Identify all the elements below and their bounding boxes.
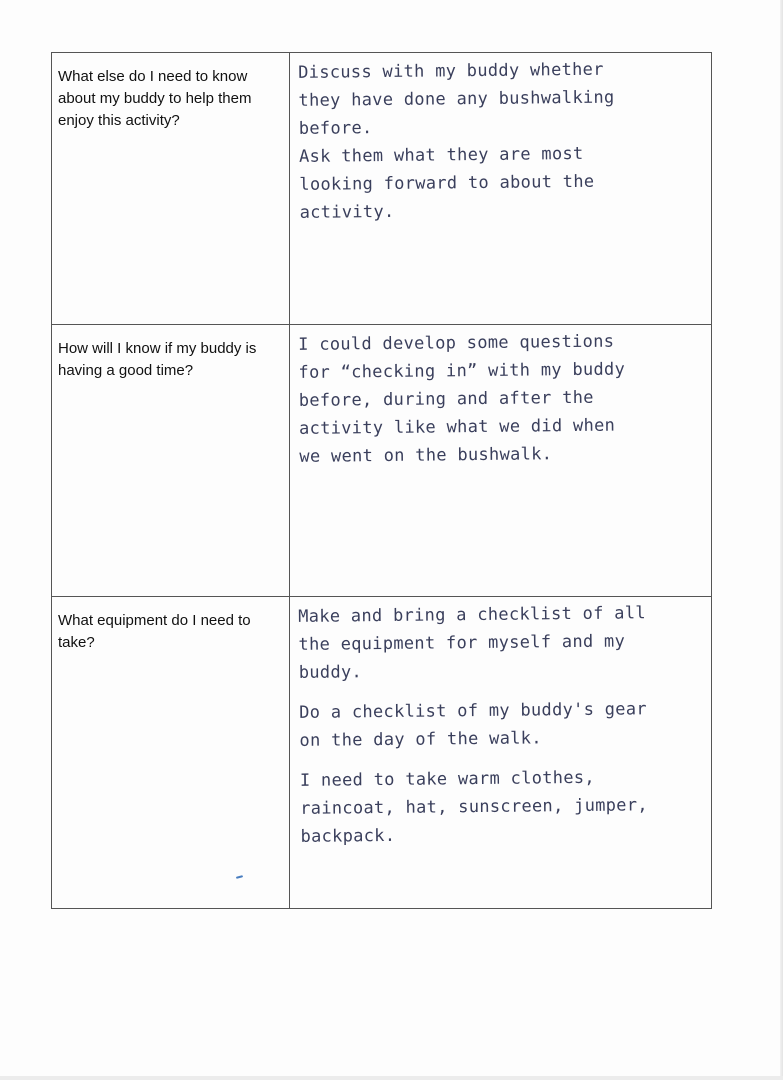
- question-cell: [52, 53, 290, 325]
- answer-line: raincoat, hat, sunscreen, jumper,: [300, 795, 648, 819]
- planning-table: [51, 52, 712, 909]
- question-cell: [52, 597, 290, 909]
- answer-cell: [290, 53, 712, 325]
- question-text: What else do I need to know about my buddy to help them enjoy this activity?: [58, 68, 252, 129]
- answer-line: Do a checklist of my buddy's gear: [299, 699, 647, 723]
- answer-line: before.: [298, 118, 373, 139]
- answer-line: I could develop some questions: [298, 331, 615, 355]
- answer-line: we went on the bushwalk.: [299, 444, 553, 467]
- answer-line: I need to take warm clothes,: [299, 767, 595, 791]
- answer-cell: [290, 325, 712, 597]
- answer-line: Make and bring a checklist of all: [298, 603, 646, 627]
- answer-line: activity like what we did when: [298, 415, 616, 439]
- answer-line: on the day of the walk.: [299, 728, 542, 751]
- answer-line: the equipment for myself and my: [298, 631, 626, 655]
- table-row: [52, 597, 712, 909]
- answer-line: activity.: [299, 201, 395, 223]
- page-bottom-edge: [0, 1076, 783, 1080]
- answer-line: buddy.: [298, 662, 363, 683]
- answer-line: backpack.: [300, 825, 396, 847]
- answer-line: for “checking in” with my buddy: [298, 359, 626, 383]
- question-text: How will I know if my buddy is having a good time?: [58, 340, 257, 379]
- answer-line: Discuss with my buddy whether: [298, 59, 604, 83]
- answer-line: before, during and after the: [298, 387, 594, 411]
- question-text: What equipment do I need to take?: [58, 612, 251, 651]
- table-row: [52, 53, 712, 325]
- table-row: [52, 325, 712, 597]
- handwritten-answer: [290, 49, 713, 227]
- answer-cell: [290, 597, 712, 909]
- answer-line: Ask them what they are most: [298, 143, 584, 167]
- answer-line: they have done any bushwalking: [298, 87, 615, 111]
- answer-line: looking forward to about the: [299, 171, 595, 195]
- question-cell: [52, 325, 290, 597]
- handwritten-answer: [290, 593, 714, 851]
- handwritten-answer: [290, 321, 713, 471]
